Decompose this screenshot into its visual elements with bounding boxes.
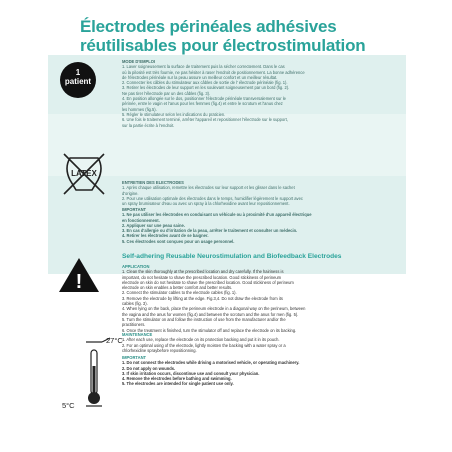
fr-maintenance-line: d'origine. — [122, 190, 139, 196]
en-maintenance-heading: MAINTENANCE — [122, 332, 153, 337]
en-application-line: cables (fig. 3). — [122, 301, 148, 307]
fr-important-line: 4. Retirer les électrodes avant de se baigner. — [122, 233, 209, 239]
fr-usage-line: périnée, entre le vagin et l'anus pour les femmes (fig.4) et entre le scrotum et l'anus chez — [122, 101, 283, 107]
fr-usage-line: Ne pas tirer l'électrode par un des câbles (fig. 3). — [122, 90, 211, 96]
fr-important-line: 3. En cas d'allergie ou d'irritation de la peau, arrêter le traitement et consulter un médecin. — [122, 228, 298, 234]
en-application-line: the vagina and the anus for women (fig.4) and between the scrotum and the anus for men (fig. 5). — [122, 311, 299, 317]
temperature-min-label: 5°C — [62, 401, 75, 410]
en-important-line: 5. The electrodes are intended for single patient use only. — [122, 381, 234, 387]
document-title — [80, 17, 410, 55]
en-important-line: 2. Do not apply on wounds. — [122, 365, 176, 371]
en-application-heading: APPLICATION — [122, 264, 150, 269]
fr-maintenance-line: 2. Pour une utilisation optimale des électrodes dans le temps, humidifier légèrement le support avec — [122, 195, 303, 201]
en-application-line: electrode on skin enables a better comfort and better results. — [122, 285, 233, 291]
fr-important-heading: IMPORTANT — [122, 207, 147, 212]
en-application-line: 3. Remove the electrode by lifting at the edge. Fig.3,4. Do not draw the electrode from its — [122, 295, 283, 301]
fr-important-line: 5. Ces électrodes sont conçues pour un usage personnel. — [122, 238, 235, 244]
en-maintenance-line: 2. For an optimal using of the electrode, lightly moisten the backing with a water spray or a — [122, 342, 286, 348]
fr-usage-line: les hommes (fig.5). — [122, 106, 157, 112]
en-application-line: 6. Once the treatment is finished, turn the stimulator off and replace the electrode on its backing. — [122, 327, 297, 333]
fr-usage-line: 2. Connecter les câbles du stimulateur aux câbles de sortie de l' électrode périnéale (fig. 1). — [122, 80, 288, 86]
fr-usage-section — [122, 59, 407, 128]
fr-usage-line: où la pilosité est très fournie, ne pas hésiter à raser l'endroit de positionnement. La bonne adhérence — [122, 69, 305, 75]
en-application-line: important, do not hesitate to shave the prescribed location. Good stickiness of perineum — [122, 274, 282, 280]
latex-free-icon — [60, 150, 108, 198]
en-important-section — [122, 355, 417, 387]
en-application-line: 2. Connect the stimulator cables to the electrode cables (fig. 1). — [122, 290, 237, 296]
latex-label: LATEX — [71, 169, 97, 178]
fr-usage-line: sur la partie écrite à l'endroit. — [122, 122, 175, 128]
fr-important-section — [122, 207, 407, 244]
fr-usage-line: 3. Retirer les électrodes de leur support en les soulevant soigneusement par un bord (fig. 2). — [122, 85, 290, 91]
en-application-line: 1. Clean the skin thoroughly at the prescribed location and dry carefully. If the hairiness is — [122, 269, 284, 275]
en-application-line: electrode on skin do not hesitate to shave the prescribed location. Good stickiness of perineum — [122, 279, 294, 285]
fr-maintenance-line: un spray brumisateur d'eau ou avec un spray à la chlorhexidine avant leur repositionnement. — [122, 201, 290, 207]
en-application-line: practitioners. — [122, 322, 146, 328]
fr-maintenance-line: 1. Après chaque utilisation, remettre les électrodes sur leur support et les glisser dans le sachet — [122, 185, 295, 191]
fr-usage-heading: MODE D'EMPLOI — [122, 59, 156, 64]
en-important-line: 1. Do not connect the electrodes while driving a motorised vehicle, or operating machinery. — [122, 360, 300, 366]
temperature-max-label: 27°C — [106, 336, 123, 345]
en-maintenance-line: chlorhexidine spraybefore repositionning. — [122, 347, 197, 353]
en-maintenance-section — [122, 332, 417, 353]
fr-maintenance-section — [122, 180, 407, 206]
warning-symbol: ! — [75, 271, 83, 293]
fr-usage-line: de l'électrodes périnéale sur la peau assure un meilleur confort et un meilleur résultat. — [122, 74, 278, 80]
en-application-line: 4. When lying on the back, place the perineum electrode in a diagonal way on the perineum, between — [122, 306, 306, 312]
single-patient-number: 1 — [75, 68, 81, 77]
fr-usage-line: 6. Une fois le traitement terminé, arrêter l'appareil et repositionner l'électrode sur le support, — [122, 117, 288, 123]
fr-maintenance-heading: ENTRETIEN DES ELECTRODES — [122, 180, 184, 185]
en-important-heading: IMPORTANT — [122, 355, 147, 360]
english-subtitle: Self-adhering Reusable Neurostimulation and Biofeedback Electrodes — [122, 253, 342, 260]
en-important-line: 4. Remove the electrodes before bathing and swimming. — [122, 376, 232, 382]
fr-important-line: 2. Appliquer sur une peau saine. — [122, 222, 185, 228]
single-patient-word: patient — [64, 77, 92, 86]
fr-usage-line: 1. Laver soigneusement la surface de traitement puis la sécher correctement. Dans le cas — [122, 64, 285, 70]
en-important-line: 3. If skin irritation occurs, discontinue use and consult your physician. — [122, 370, 260, 376]
en-maintenance-line: 1. After each use, replace the electrode on its protection backing and put it in its pouch. — [122, 337, 280, 343]
fr-usage-line: 5. Régler le stimulateur selon les indications du praticien. — [122, 111, 226, 117]
fr-important-line: en fonctionnement. — [122, 217, 160, 223]
fr-usage-line: 4. En position allongée sur le dos, positionner l'électrode périnéale transversalement sur le — [122, 96, 286, 102]
single-patient-icon — [60, 62, 96, 98]
en-application-line: 5. Turn the stimulator on and follow the instruction of use from the manufacturer and/or the — [122, 316, 286, 322]
en-application-section — [122, 264, 417, 333]
temperature-limit-icon — [78, 336, 114, 414]
warning-triangle-icon — [57, 256, 101, 294]
title-line-1: Électrodes périnéales adhésives — [80, 17, 337, 36]
fr-important-line: 1. Ne pas utiliser les électrodes en conduisant un véhicule ou à proximité d'un appareil électrique — [122, 212, 312, 218]
title-line-2: réutilisables pour électrostimulation — [80, 36, 366, 55]
